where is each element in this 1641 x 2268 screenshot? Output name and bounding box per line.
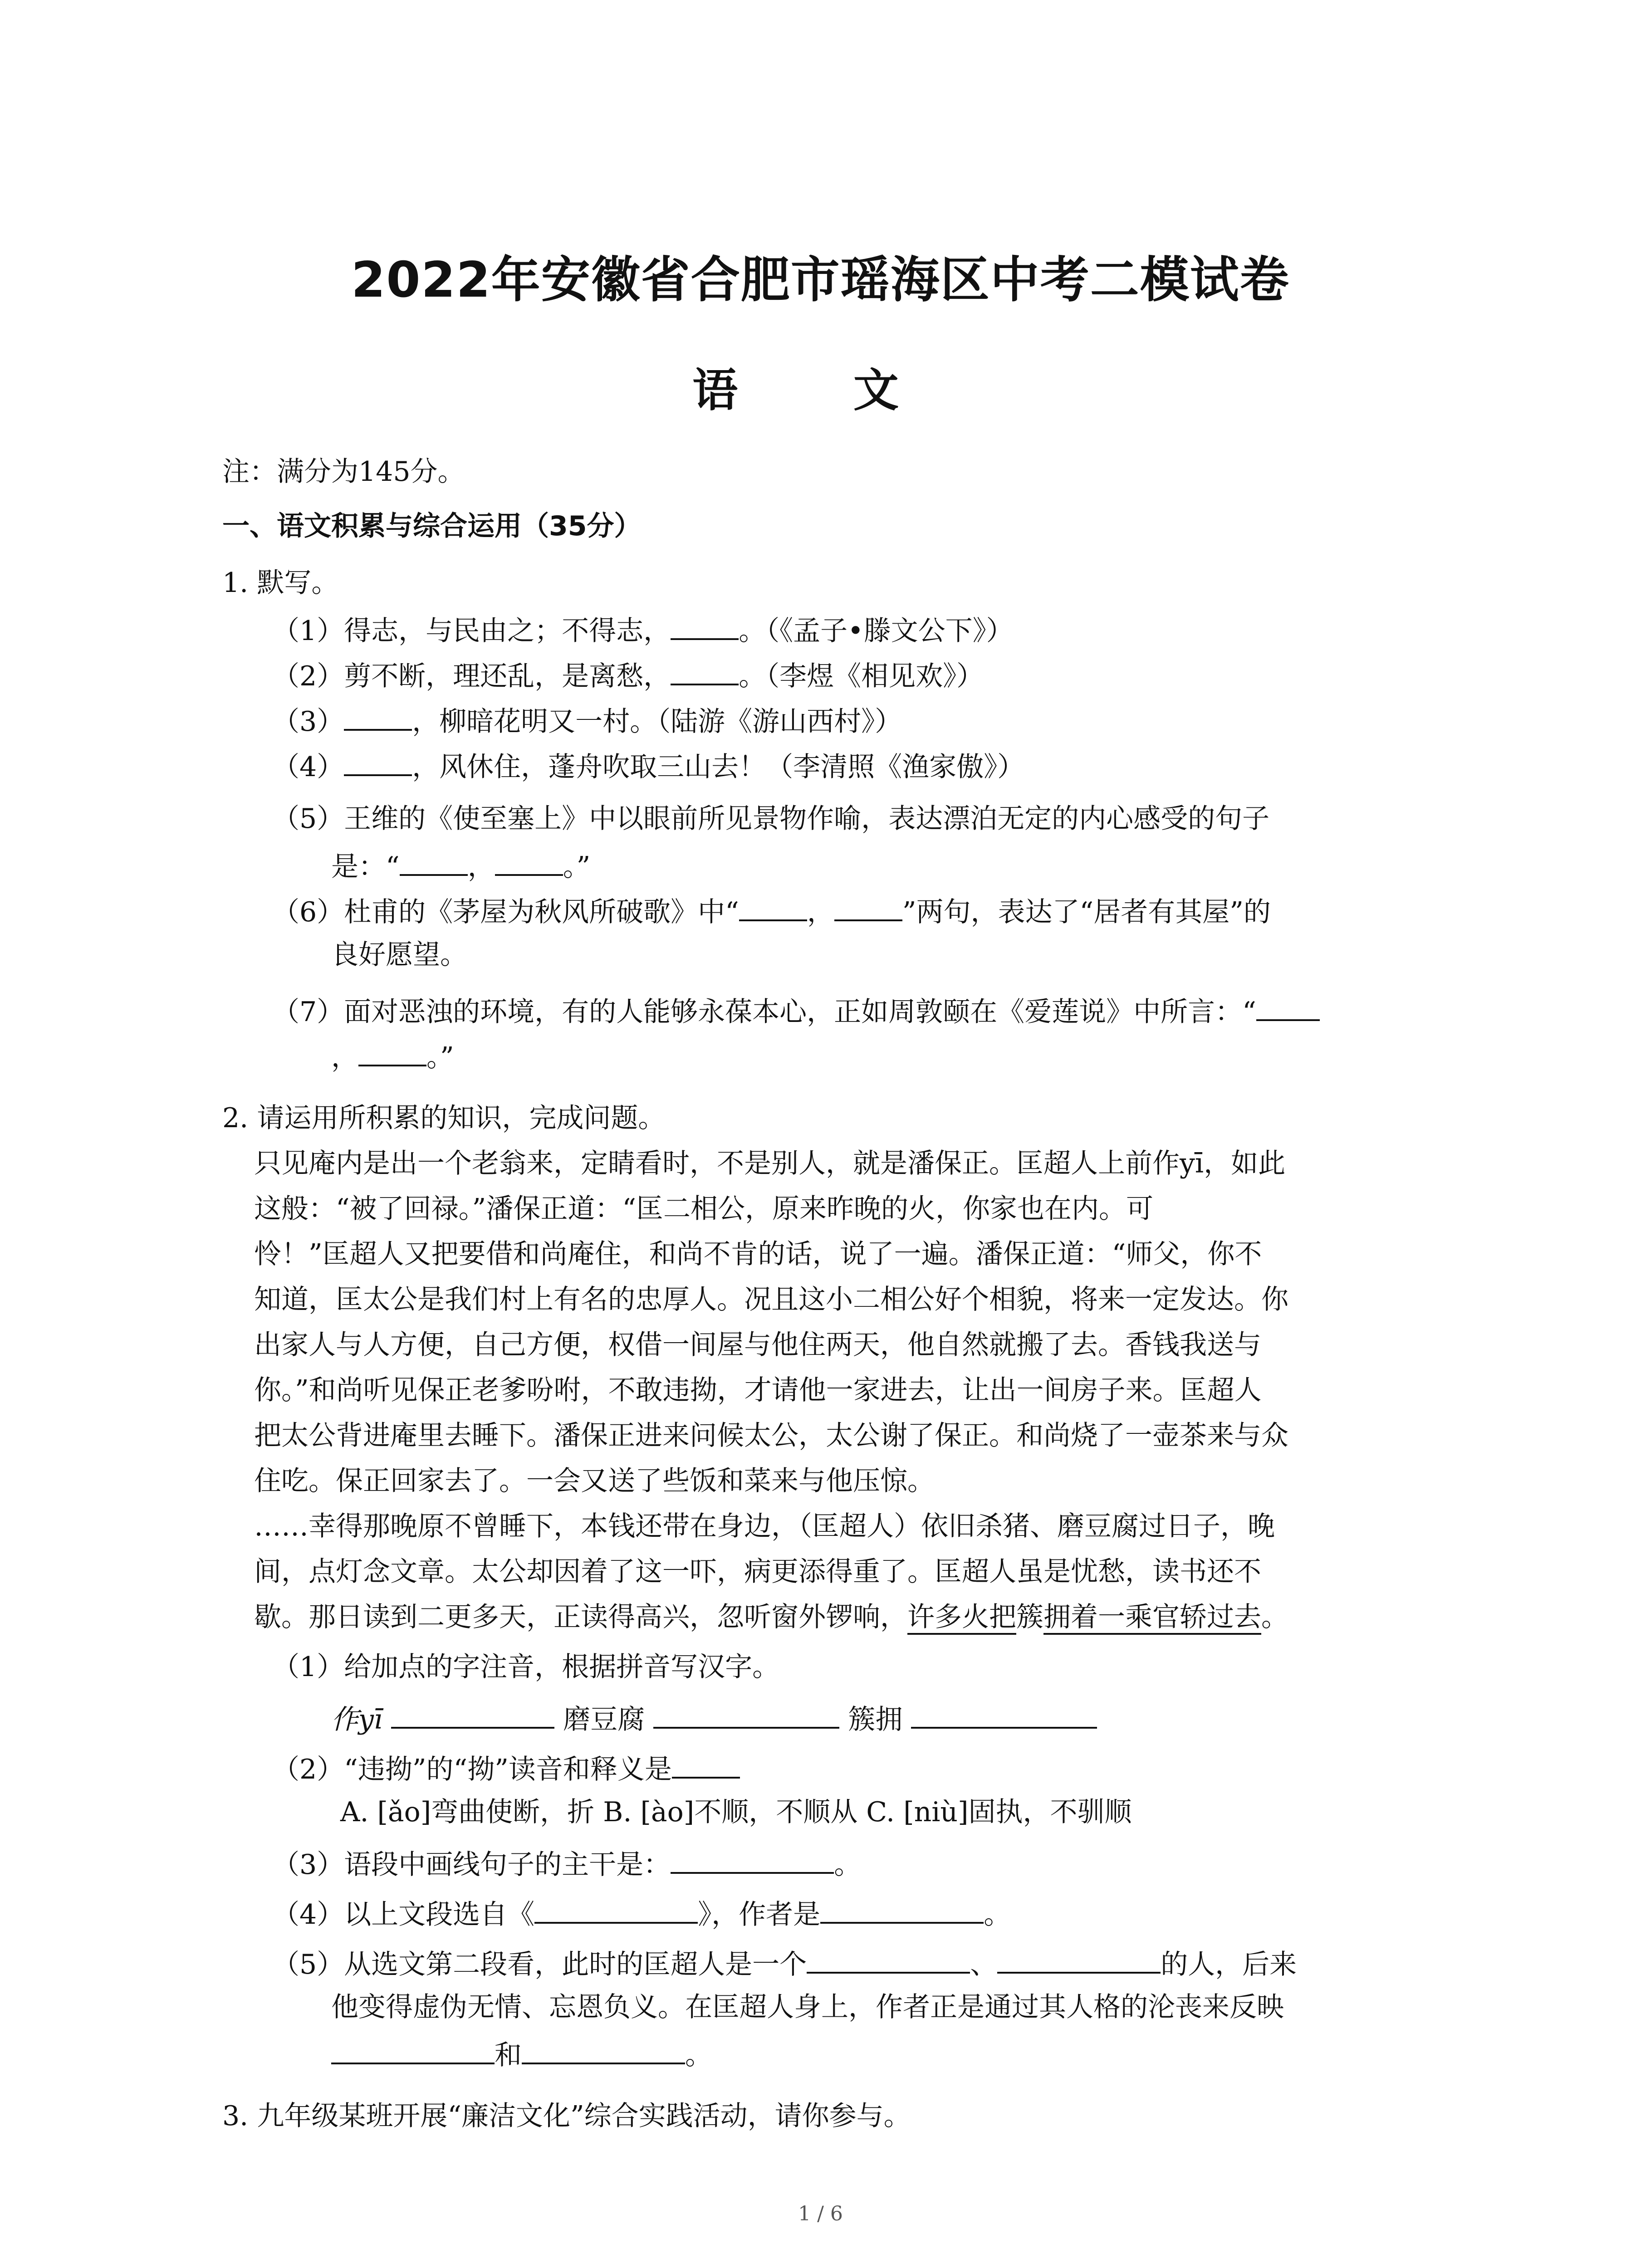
q1-item-2-text-b: 。（李煜《相见欢》）: [739, 660, 984, 692]
q1-item-7-text-c: 。”: [426, 1041, 454, 1073]
passage-line: 间，点灯念文章。太公却因着了这一吓，病更添得重了。匡超人虽是忧愁，读书还不: [254, 1556, 1261, 1588]
answer-blank[interactable]: [344, 746, 412, 776]
q2-stem: 2. 请运用所积累的知识，完成问题。: [222, 1102, 666, 1134]
answer-blank[interactable]: [671, 1844, 834, 1874]
q1-item-6-text-c: ”两句，表达了“居者有其屋”的: [902, 896, 1271, 928]
q2-sub4-text-a: （4）以上文段选自《: [272, 1899, 535, 1931]
passage-text: 簇: [1016, 1601, 1043, 1633]
exam-title: 2022年安徽省合肥市瑶海区中考二模试卷: [351, 252, 1290, 308]
q2-sub4-text-c: 。: [984, 1899, 1011, 1931]
q2-sub1-words: [331, 1699, 1097, 1738]
q1-item-5-text-b: 是：“: [331, 851, 400, 883]
q2-sub5-text-a: （5）从选文第二段看，此时的匡超人是一个: [272, 1949, 807, 1980]
answer-blank[interactable]: [672, 1749, 740, 1779]
answer-blank[interactable]: [820, 1894, 984, 1924]
answer-blank[interactable]: [1256, 991, 1320, 1021]
answer-blank[interactable]: [653, 1699, 839, 1729]
answer-blank[interactable]: [495, 846, 563, 876]
q2-sub5-text-c: 的人，后来: [1161, 1949, 1297, 1980]
q1-item-5-text-c: ，: [467, 851, 495, 883]
q1-item-4-text-a: （4）: [272, 751, 344, 783]
q1-item-5-line-1: （5）王维的《使至塞上》中以眼前所见景物作喻，表达漂泊无定的内心感受的句子: [272, 803, 1270, 835]
answer-blank[interactable]: [807, 1944, 970, 1974]
q2-sub4-text-b: 》，作者是: [698, 1899, 821, 1931]
subject-title: 语 文: [692, 364, 949, 417]
q1-item-6-line-1: [272, 891, 1271, 930]
q1-item-4: [272, 746, 1024, 785]
q2-sub2-text: （2）“违拗”的“拗”读音和释义是: [272, 1754, 672, 1785]
q1-item-7-text-b: ，: [331, 1041, 358, 1073]
answer-blank[interactable]: [834, 891, 902, 921]
q1-item-1-text-b: 。（《孟子•滕文公下》）: [739, 615, 1014, 647]
passage-line: 住吃。保正回家去了。一会又送了些饭和菜来与他压惊。: [254, 1465, 935, 1497]
q1-item-5-line-2: [331, 846, 590, 885]
passage-line: 知道，匡太公是我们村上有名的忠厚人。况且这小二相公好个相貌，将来一定发达。你: [254, 1284, 1288, 1315]
answer-blank[interactable]: [358, 1036, 426, 1066]
q2-sub5-line-3: [331, 2034, 712, 2073]
q1-item-3: [272, 701, 902, 740]
passage-line: 怜！”匡超人又把要借和尚庵住，和尚不肯的话，说了一遍。潘保正道：“师父，你不: [254, 1238, 1262, 1270]
answer-blank[interactable]: [534, 1894, 698, 1924]
answer-blank[interactable]: [739, 891, 807, 921]
passage-line: 这般：“被了回禄。”潘保正道：“匡二相公，原来昨晚的火，你家也在内。可: [254, 1193, 1154, 1225]
q2-sub3-text-b: 。: [834, 1849, 862, 1881]
q1-item-5-text-d: 。”: [563, 851, 591, 883]
q1-item-6-text-b: ，: [807, 896, 834, 928]
score-note: 注：满分为145分。: [222, 456, 465, 488]
q1-item-7-line-2: [331, 1036, 454, 1075]
q2-sub5-text-f: 。: [685, 2039, 712, 2071]
q1-item-7-text-a: （7）面对恶浊的环境，有的人能够永葆本心，正如周敦颐在《爱莲说》中所言：“: [272, 996, 1256, 1028]
q2-sub2-options: A. [ǎo]弯曲使断，折 B. [ào]不顺，不顺从 C. [niù]固执，不驯顺: [340, 1796, 1132, 1828]
q2-sub2-stem: [272, 1749, 740, 1788]
answer-blank[interactable]: [671, 610, 739, 640]
q1-item-1: [272, 610, 1014, 649]
answer-blank[interactable]: [997, 1944, 1161, 1974]
passage-line-underlined: [254, 1599, 1288, 1635]
q1-item-3-text-b: ，柳暗花明又一村。（陆游《游山西村》）: [412, 706, 902, 738]
answer-blank[interactable]: [400, 846, 468, 876]
q1-stem: 1. 默写。: [222, 567, 339, 599]
passage-text: 歇。那日读到二更多天，正读得高兴，忽听窗外锣响，: [254, 1601, 907, 1633]
q3-stem: 3. 九年级某班开展“廉洁文化”综合实践活动，请你参与。: [222, 2100, 911, 2132]
section-1-title: 一、语文积累与综合运用（35分）: [222, 510, 642, 542]
word-3: 簇拥: [848, 1704, 903, 1735]
q2-sub5-line-2: 他变得虚伪无情、忘恩负义。在匡超人身上，作者正是通过其人格的沦丧来反映: [331, 1991, 1284, 2023]
passage-line: 把太公背进庵里去睡下。潘保正进来问候太公，太公谢了保正。和尚烧了一壶茶来与众: [254, 1420, 1288, 1452]
answer-blank[interactable]: [522, 2034, 685, 2064]
answer-blank[interactable]: [344, 701, 412, 731]
q1-item-2-text-a: （2）剪不断，理还乱，是离愁，: [272, 660, 671, 692]
q1-item-4-text-b: ，风休住，蓬舟吹取三山去！（李清照《渔家傲》）: [412, 751, 1025, 783]
answer-blank[interactable]: [391, 1699, 554, 1729]
q2-sub5-text-b: 、: [970, 1949, 998, 1980]
passage-line: ……幸得那晚原不曾睡下，本钱还带在身边，（匡超人）依旧杀猪、磨豆腐过日子，晚: [254, 1510, 1275, 1542]
q1-item-2: [272, 655, 984, 694]
q2-sub4: [272, 1894, 1011, 1933]
word-1: 作yī: [331, 1704, 383, 1735]
q2-sub1-stem: （1）给加点的字注音，根据拼音写汉字。: [272, 1651, 780, 1683]
answer-blank[interactable]: [911, 1699, 1097, 1729]
q1-item-3-text-a: （3）: [272, 706, 344, 738]
q1-item-6-line-2: 良好愿望。: [331, 939, 467, 971]
passage-line: 你。”和尚听见保正老爹吩咐，不敢违拗，才请他一家进去，让出一间房子来。匡超人: [254, 1374, 1262, 1406]
q1-item-1-text-a: （1）得志，与民由之；不得志，: [272, 615, 671, 647]
q2-sub3: [272, 1844, 861, 1883]
q2-sub5-line-1: [272, 1944, 1297, 1983]
q2-sub3-text-a: （3）语段中画线句子的主干是：: [272, 1849, 671, 1881]
passage-text: 。: [1261, 1601, 1288, 1633]
q1-item-7-line-1: [272, 991, 1320, 1030]
answer-blank[interactable]: [671, 655, 739, 685]
passage-line: 只见庵内是出一个老翁来，定睛看时，不是别人，就是潘保正。匡超人上前作yī，如此: [254, 1148, 1286, 1179]
word-2: 磨豆腐: [563, 1704, 645, 1735]
answer-blank[interactable]: [331, 2034, 495, 2064]
q1-item-6-text-a: （6）杜甫的《茅屋为秋风所破歌》中“: [272, 896, 739, 928]
underlined-phrase: 拥着一乘官轿过去: [1043, 1601, 1261, 1635]
page-number: 1 / 6: [798, 2202, 843, 2225]
underlined-phrase: 许多火把: [907, 1601, 1016, 1635]
q2-sub5-text-e: 和: [495, 2039, 522, 2071]
passage-line: 出家人与人方便，自己方便，权借一间屋与他住两天，他自然就搬了去。香钱我送与: [254, 1329, 1261, 1361]
